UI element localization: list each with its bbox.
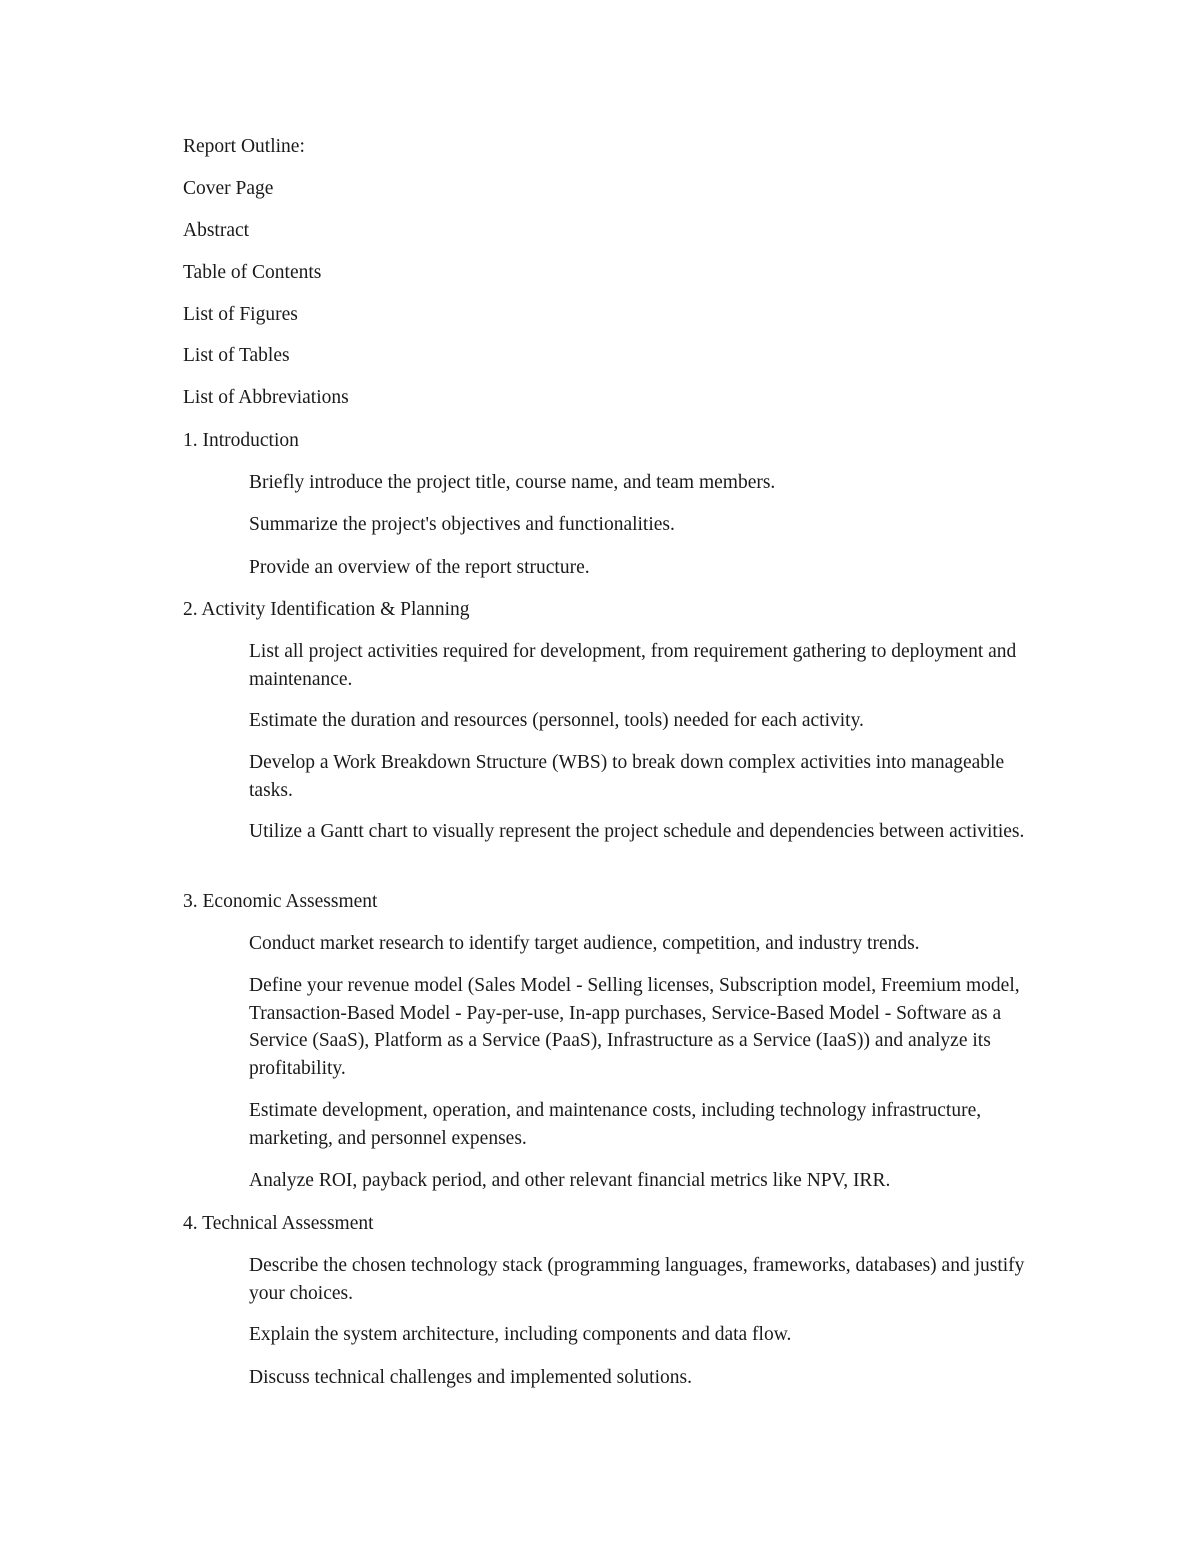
section-title-economic-assessment: 3. Economic Assessment xyxy=(183,891,378,912)
activity-planning-item: Estimate the duration and resources (personnel, tools) needed for each activity. xyxy=(249,710,864,731)
economic-assessment-item: Estimate development, operation, and maintenance costs, including technology infrastructure, marketing, and personnel expenses. xyxy=(249,1100,982,1149)
front-matter-abstract: Abstract xyxy=(183,220,250,241)
front-matter-list-of-figures: List of Figures xyxy=(183,304,298,325)
front-matter-list-of-abbreviations: List of Abbreviations xyxy=(183,387,349,408)
technical-assessment-item: Discuss technical challenges and implemented solutions. xyxy=(249,1367,692,1388)
section-title-activity-planning: 2. Activity Identification & Planning xyxy=(183,599,470,620)
activity-planning-item: Develop a Work Breakdown Structure (WBS) to break down complex activities into manageable tasks. xyxy=(249,752,1005,801)
economic-assessment-item: Analyze ROI, payback period, and other relevant financial metrics like NPV, IRR. xyxy=(249,1170,891,1191)
front-matter-table-of-contents: Table of Contents xyxy=(183,262,322,283)
introduction-item: Summarize the project's objectives and functionalities. xyxy=(249,514,675,535)
activity-planning-item: List all project activities required for development, from requirement gathering to deployment and maintenance. xyxy=(249,641,1017,690)
report-outline-heading: Report Outline: xyxy=(183,136,305,157)
introduction-item: Briefly introduce the project title, course name, and team members. xyxy=(249,472,776,493)
technical-assessment-item: Describe the chosen technology stack (programming languages, frameworks, databases) and justify your choices. xyxy=(249,1255,1025,1304)
section-title-introduction: 1. Introduction xyxy=(183,430,299,451)
introduction-item: Provide an overview of the report structure. xyxy=(249,557,590,578)
economic-assessment-item: Define your revenue model (Sales Model - Selling licenses, Subscription model, Freemium model, Transaction-Based Model - Pay-per-use, In-app purchases, Service-Based Model - Software as a Service (SaaS), Platform as a Service (PaaS), Infrastructure as a Service (IaaS)) and analyze its profitability. xyxy=(249,975,1020,1079)
activity-planning-item: Utilize a Gantt chart to visually represent the project schedule and dependencies between activities. xyxy=(249,821,1025,842)
section-title-technical-assessment: 4. Technical Assessment xyxy=(183,1213,374,1234)
front-matter-list-of-tables: List of Tables xyxy=(183,345,290,366)
front-matter-cover-page: Cover Page xyxy=(183,178,274,199)
economic-assessment-item: Conduct market research to identify target audience, competition, and industry trends. xyxy=(249,933,920,954)
technical-assessment-item: Explain the system architecture, including components and data flow. xyxy=(249,1324,792,1345)
